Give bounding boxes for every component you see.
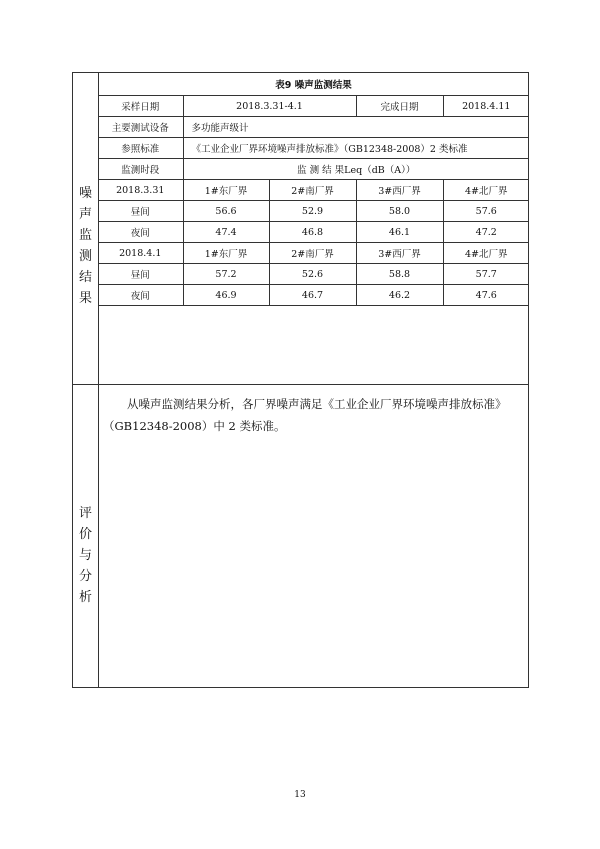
point-header: 3#西厂界	[356, 243, 443, 264]
table-row	[98, 285, 529, 306]
value-cell: 56.6	[183, 201, 269, 222]
point-header: 3#西厂界	[356, 180, 443, 201]
table-row	[98, 222, 529, 243]
value-cell: 57.7	[443, 264, 529, 285]
side-char: 声	[78, 207, 92, 222]
group-header-row	[98, 180, 529, 201]
side-char: 果	[78, 291, 92, 306]
side-char: 噪	[78, 186, 92, 201]
noise-results-table-wrapper	[98, 73, 529, 306]
side-char: 评	[78, 506, 92, 521]
point-header: 1#东厂界	[183, 243, 269, 264]
side-char: 与	[78, 548, 92, 563]
value-cell: 52.9	[269, 201, 356, 222]
value-cell: 46.9	[183, 285, 269, 306]
point-header: 2#南厂界	[269, 180, 356, 201]
monitoring-results-label	[73, 183, 98, 309]
table-title: 表9 噪声监测结果	[98, 73, 529, 96]
completion-date-label: 完成日期	[356, 96, 443, 117]
sampling-date-row	[98, 96, 529, 117]
period-cell: 昼间	[98, 264, 183, 285]
value-cell: 58.8	[356, 264, 443, 285]
period-cell: 夜间	[98, 285, 183, 306]
sampling-date-label: 采样日期	[98, 96, 183, 117]
sampling-date-value: 2018.3.31-4.1	[183, 96, 356, 117]
group-date: 2018.4.1	[98, 243, 183, 264]
equipment-value: 多功能声级计	[183, 117, 529, 138]
side-char: 分	[78, 569, 92, 584]
side-char: 测	[78, 249, 92, 264]
equipment-row	[98, 117, 529, 138]
value-cell: 52.6	[269, 264, 356, 285]
group-header-row	[98, 243, 529, 264]
point-header: 1#东厂界	[183, 180, 269, 201]
period-header-row	[98, 159, 529, 180]
value-cell: 47.2	[443, 222, 529, 243]
section-divider	[73, 384, 528, 385]
table-row	[98, 264, 529, 285]
analysis-paragraph: 从噪声监测结果分析，各厂界噪声满足《工业企业厂界环境噪声排放标准》（GB12348-2008）中 2 类标准。	[103, 397, 507, 433]
page-number: 13	[294, 790, 306, 800]
value-cell: 58.0	[356, 201, 443, 222]
group-date: 2018.3.31	[98, 180, 183, 201]
table-row	[98, 201, 529, 222]
standard-row	[98, 138, 529, 159]
result-header: 监 测 结 果Leq（dB（A））	[183, 159, 529, 180]
side-char: 结	[78, 270, 92, 285]
side-char: 监	[78, 228, 92, 243]
period-cell: 夜间	[98, 222, 183, 243]
value-cell: 47.6	[443, 285, 529, 306]
value-cell: 46.8	[269, 222, 356, 243]
period-cell: 昼间	[98, 201, 183, 222]
value-cell: 46.2	[356, 285, 443, 306]
noise-results-table	[98, 73, 529, 306]
standard-label: 参照标准	[98, 138, 183, 159]
side-char: 析	[78, 590, 92, 605]
point-header: 4#北厂界	[443, 243, 529, 264]
side-char: 价	[78, 527, 92, 542]
point-header: 4#北厂界	[443, 180, 529, 201]
equipment-label: 主要测试设备	[98, 117, 183, 138]
point-header: 2#南厂界	[269, 243, 356, 264]
value-cell: 46.1	[356, 222, 443, 243]
evaluation-analysis-label	[73, 503, 98, 608]
completion-date-value: 2018.4.11	[443, 96, 529, 117]
value-cell: 57.2	[183, 264, 269, 285]
standard-value: 《工业企业厂界环境噪声排放标准》（GB12348-2008）2 类标准	[183, 138, 529, 159]
value-cell: 57.6	[443, 201, 529, 222]
value-cell: 47.4	[183, 222, 269, 243]
report-frame	[72, 72, 529, 688]
table-title-row	[98, 73, 529, 96]
period-label: 监测时段	[98, 159, 183, 180]
value-cell: 46.7	[269, 285, 356, 306]
